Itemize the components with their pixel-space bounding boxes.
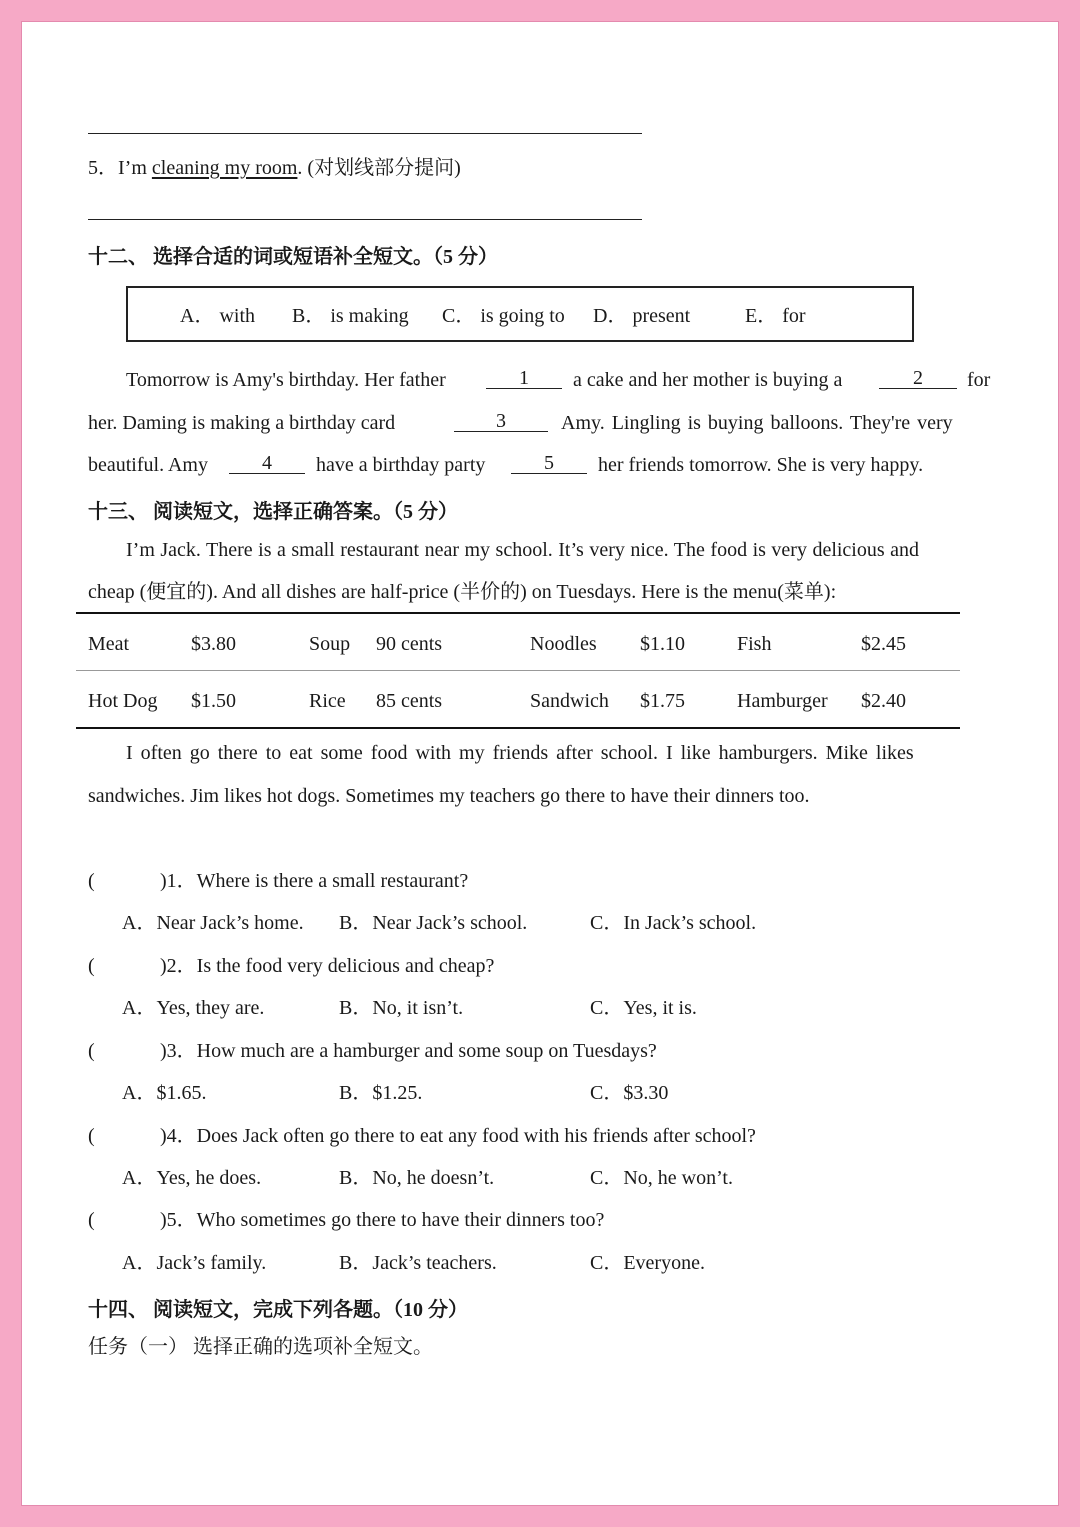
choice-b[interactable]: B．No, he doesn’t. (339, 1167, 495, 1189)
cloze-line-1c: for (967, 369, 991, 391)
cloze-line-3b: have a birthday party (316, 454, 486, 476)
menu-item: Hot Dog (88, 690, 158, 712)
blank-5[interactable]: 5 (511, 453, 587, 474)
choice-b[interactable]: B．$1.25. (339, 1082, 423, 1104)
option-d: D． present (593, 305, 691, 327)
option-a: A． with (180, 305, 255, 327)
section-12-heading: 十二、 选择合适的词或短语补全短文。（5 分） (88, 246, 498, 268)
menu-top-rule (76, 612, 960, 614)
blank-2[interactable]: 2 (879, 368, 957, 389)
section-14-heading: 十四、 阅读短文，完成下列各题。（10 分） (88, 1299, 468, 1321)
cloze-line-1: Tomorrow is Amy's birthday. Her father (126, 369, 446, 391)
option-c: C． is going to (442, 305, 565, 327)
blank-3[interactable]: 3 (454, 411, 548, 432)
answer-line (88, 219, 642, 220)
menu-price: $1.50 (191, 690, 236, 712)
menu-price: $3.80 (191, 633, 236, 655)
cloze-line-2b: Amy. Lingling is buying balloons. They're very (561, 412, 953, 434)
cloze-line-3: beautiful. Amy (88, 454, 208, 476)
choice-c[interactable]: C．In Jack’s school. (590, 912, 757, 934)
answer-paren[interactable]: ( (88, 1125, 95, 1147)
choice-a[interactable]: A．$1.65. (122, 1082, 207, 1104)
choice-a[interactable]: A．Yes, they are. (122, 997, 265, 1019)
menu-item: Hamburger (737, 690, 828, 712)
cloze-line-2: her. Daming is making a birthday card (88, 412, 396, 434)
choice-a[interactable]: A．Near Jack’s home. (122, 912, 304, 934)
menu-item: Fish (737, 633, 772, 655)
task-1-instruction: 任务（一） 选择正确的选项补全短文。 (88, 1336, 433, 1358)
blank-1[interactable]: 1 (486, 368, 562, 389)
cloze-line-1b: a cake and her mother is buying a (573, 369, 843, 391)
choice-b[interactable]: B．Jack’s teachers. (339, 1252, 497, 1274)
question-text: )4．Does Jack often go there to eat any food with his friends after school? (160, 1125, 756, 1147)
passage-p1-line2: cheap (便宜的). And all dishes are half-price (半价的) on Tuesdays. Here is the menu(菜单): (88, 581, 837, 603)
blank-4[interactable]: 4 (229, 453, 305, 474)
choice-c[interactable]: C．Yes, it is. (590, 997, 697, 1019)
question-text: )2．Is the food very delicious and cheap? (160, 955, 495, 977)
menu-item: Soup (309, 633, 351, 655)
menu-price: $2.40 (861, 690, 906, 712)
choice-c[interactable]: C．Everyone. (590, 1252, 705, 1274)
menu-item: Sandwich (530, 690, 609, 712)
question-text: )5．Who sometimes go there to have their dinners too? (160, 1209, 605, 1231)
choice-b[interactable]: B．Near Jack’s school. (339, 912, 528, 934)
choice-b[interactable]: B．No, it isn’t. (339, 997, 464, 1019)
question-text: )1．Where is there a small restaurant? (160, 870, 469, 892)
menu-bottom-rule (76, 727, 960, 729)
passage-p1-line1: I’m Jack. There is a small restaurant near my school. It’s very nice. The food is very delicious and (126, 539, 920, 561)
answer-paren[interactable]: ( (88, 870, 95, 892)
menu-price: $2.45 (861, 633, 906, 655)
menu-item: Meat (88, 633, 130, 655)
exam-page (22, 22, 1058, 1505)
choice-c[interactable]: C．No, he won’t. (590, 1167, 733, 1189)
choice-c[interactable]: C．$3.30 (590, 1082, 669, 1104)
answer-paren[interactable]: ( (88, 1040, 95, 1062)
question-text: )3．How much are a hamburger and some soup on Tuesdays? (160, 1040, 657, 1062)
option-e: E． for (745, 305, 806, 327)
answer-line (88, 133, 642, 134)
answer-paren[interactable]: ( (88, 955, 95, 977)
menu-price: $1.75 (640, 690, 685, 712)
underlined-phrase: cleaning my room (151, 157, 298, 179)
answer-paren[interactable]: ( (88, 1209, 95, 1231)
section-13-heading: 十三、 阅读短文，选择正确答案。（5 分） (88, 501, 458, 523)
passage-p2-line2: sandwiches. Jim likes hot dogs. Sometimes my teachers go there to have their dinners too. (88, 785, 810, 807)
cloze-line-3c: her friends tomorrow. She is very happy. (598, 454, 924, 476)
menu-item: Rice (309, 690, 346, 712)
passage-p2-line1: I often go there to eat some food with my friends after school. I like hamburgers. Mike likes (126, 742, 914, 764)
menu-price: 85 cents (376, 690, 443, 712)
question-5: 5．I’m cleaning my room. (对划线部分提问) (88, 157, 461, 179)
menu-price: $1.10 (640, 633, 685, 655)
choice-a[interactable]: A．Yes, he does. (122, 1167, 262, 1189)
option-b: B． is making (292, 305, 409, 327)
menu-price: 90 cents (376, 633, 443, 655)
word-bank-box (126, 286, 914, 342)
menu-mid-rule (76, 670, 960, 671)
choice-a[interactable]: A．Jack’s family. (122, 1252, 267, 1274)
menu-item: Noodles (530, 633, 597, 655)
